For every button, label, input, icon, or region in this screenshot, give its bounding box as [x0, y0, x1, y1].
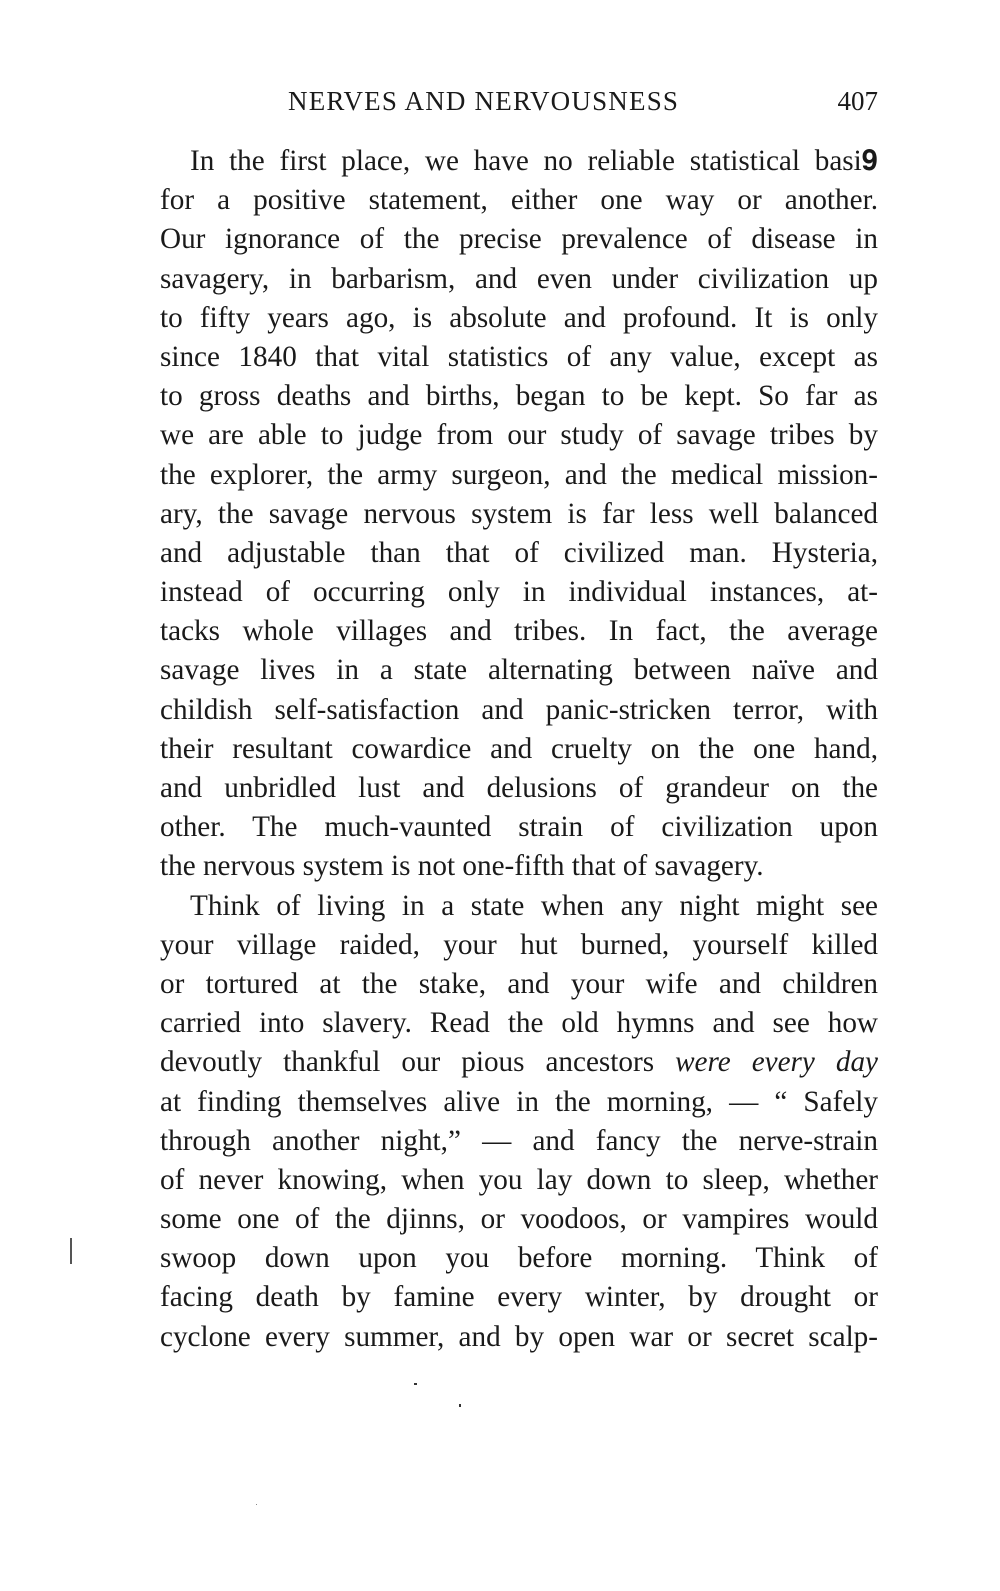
- text-line: the explorer, the army surgeon, and the medical mission-: [160, 458, 878, 491]
- text-line: Think of living in a state when any night might see: [190, 889, 878, 922]
- text-line: ary, the savage nervous system is far less well balanced: [160, 497, 878, 530]
- text-line: facing death by famine every winter, by drought or: [160, 1281, 878, 1314]
- text-line: since 1840 that vital statistics of any value, except as: [160, 340, 878, 373]
- text-line: their resultant cowardice and cruelty on the one hand,: [160, 732, 878, 765]
- text-line: some one of the djinns, or voodoos, or vampires would: [160, 1203, 878, 1236]
- text-line: other. The much-vaunted strain of civilization upon: [160, 811, 878, 844]
- text-line: [160, 1043, 878, 1082]
- page-header: [160, 86, 878, 126]
- paragraph-2: [160, 887, 878, 1357]
- text-line: your village raided, your hut burned, yourself killed: [160, 928, 878, 961]
- text-line: tacks whole villages and tribes. In fact, the average: [160, 615, 878, 648]
- text-line: at finding themselves alive in the morning, — “ Safely: [160, 1085, 878, 1118]
- text-line: we are able to judge from our study of savage tribes by: [160, 419, 878, 452]
- text-line: the nervous system is not one-fifth that of savagery.: [160, 850, 764, 883]
- text-line: savage lives in a state alternating between naïve and: [160, 654, 878, 687]
- text-line: of never knowing, when you lay down to sleep, whether: [160, 1163, 878, 1196]
- text-run: devoutly thankful our pious ancestors: [160, 1046, 676, 1079]
- text-line: instead of occurring only in individual instances, at-: [160, 576, 878, 609]
- text-line: to fifty years ago, is absolute and profound. It is only: [160, 301, 878, 334]
- text-line: through another night,” — and fancy the nerve-strain: [160, 1124, 878, 1157]
- italic-phrase: were every day: [675, 1046, 878, 1079]
- text-line: or tortured at the stake, and your wife and children: [160, 967, 878, 1000]
- text-line: to gross deaths and births, began to be kept. So far as: [160, 380, 878, 413]
- text-line: In the first place, we have no reliable statistical basi𝟗: [190, 145, 878, 177]
- text-line: and adjustable than that of civilized man. Hysteria,: [160, 536, 878, 569]
- text-line: carried into slavery. Read the old hymns and see how: [160, 1007, 878, 1040]
- text-line: and unbridled lust and delusions of grandeur on the: [160, 772, 878, 804]
- text-line: swoop down upon you before morning. Think of: [160, 1242, 878, 1275]
- text-line: savagery, in barbarism, and even under civilization up: [160, 262, 878, 295]
- running-head: NERVES AND NERVOUSNESS: [288, 86, 680, 116]
- text-line: for a positive statement, either one way or another.: [160, 184, 878, 217]
- text-line: childish self-satisfaction and panic-stricken terror, with: [160, 693, 878, 726]
- text-line: cyclone every summer, and by open war or secret scalp-: [160, 1320, 878, 1353]
- paragraph-1: [160, 142, 878, 887]
- scan-mark: [256, 1504, 257, 1505]
- body-text: [160, 142, 878, 1357]
- scan-mark: [414, 1383, 417, 1385]
- scan-mark: [70, 1238, 72, 1264]
- page-number: 407: [837, 86, 878, 116]
- scan-mark: [459, 1404, 461, 1407]
- text-line: Our ignorance of the precise prevalence of disease in: [160, 223, 878, 256]
